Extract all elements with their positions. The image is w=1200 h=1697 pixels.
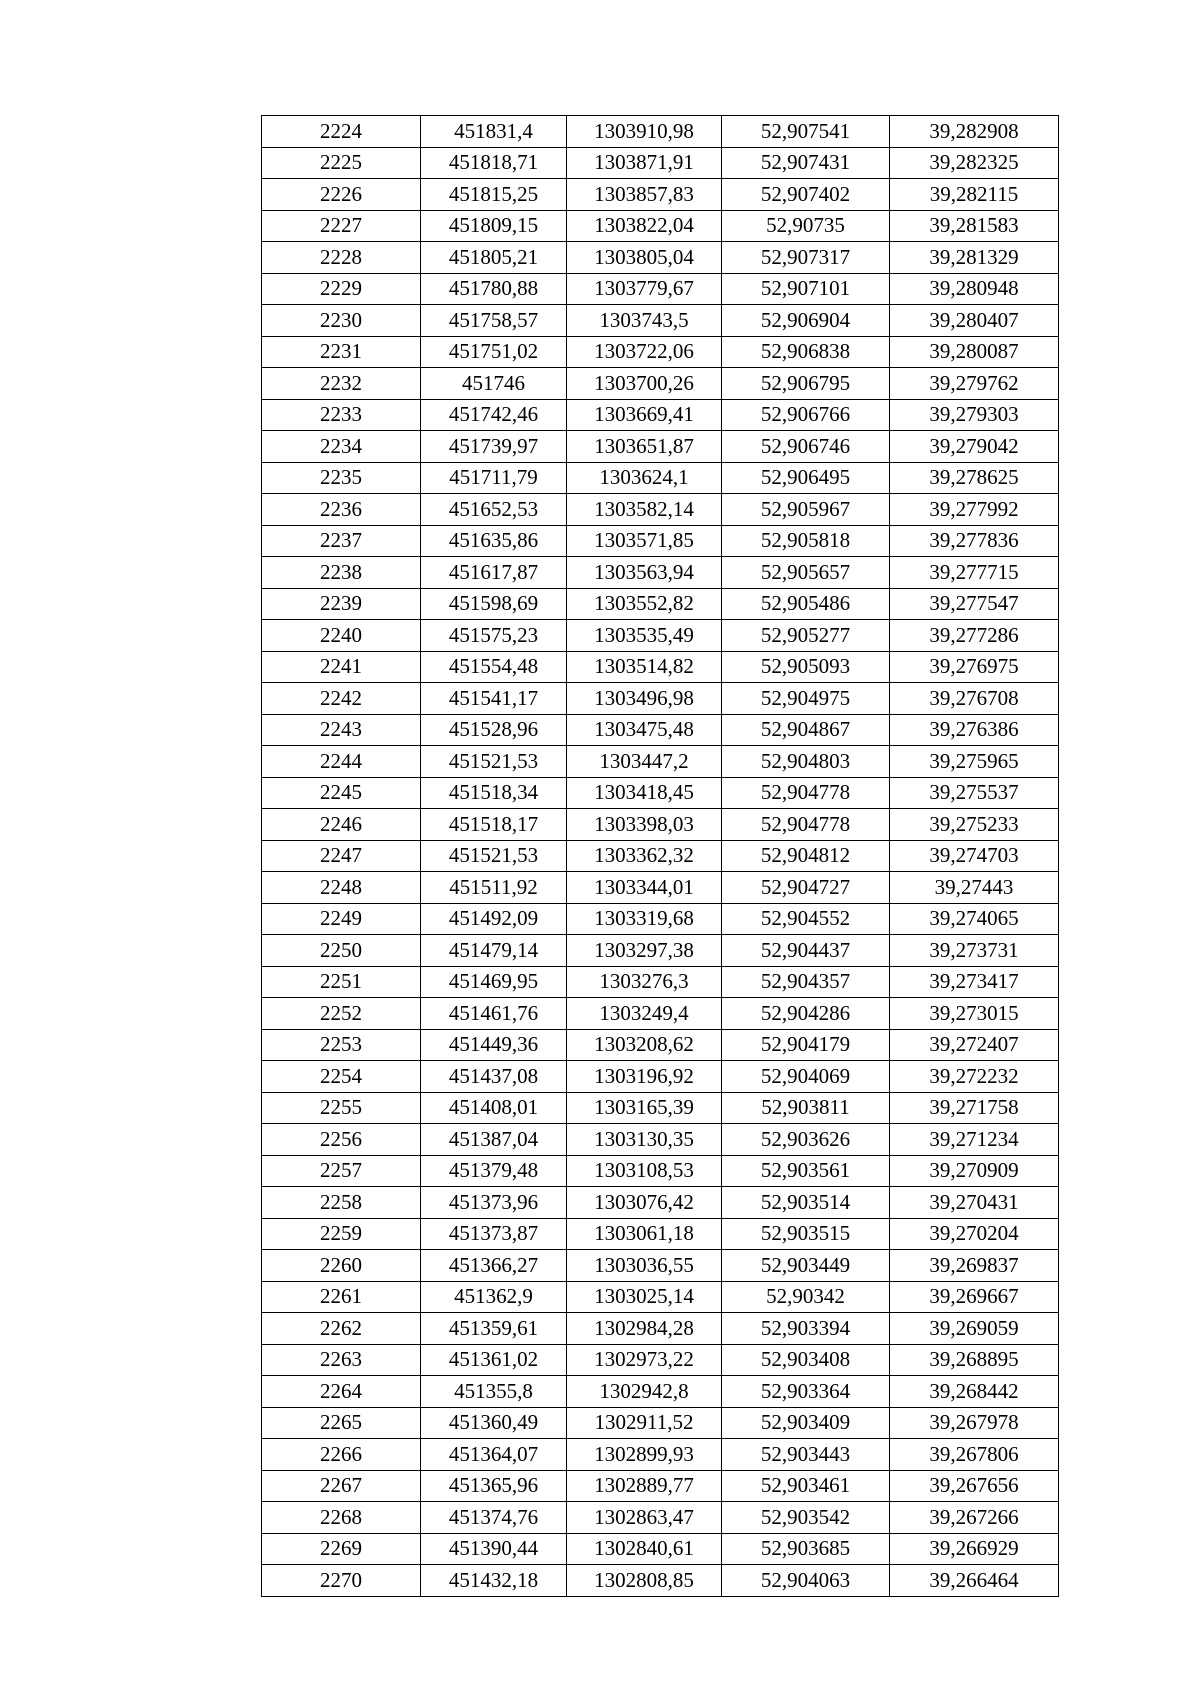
y-coordinate-cell: 1303857,83: [567, 179, 722, 211]
latitude-cell: 52,90735: [722, 210, 890, 242]
latitude-cell: 52,906495: [722, 462, 890, 494]
longitude-cell: 39,274703: [890, 840, 1059, 872]
y-coordinate-cell: 1303398,03: [567, 809, 722, 841]
table-row: [262, 651, 1059, 683]
point-number-cell: 2251: [262, 966, 421, 998]
y-coordinate-cell: 1303297,38: [567, 935, 722, 967]
x-coordinate-cell: 451359,61: [421, 1313, 567, 1345]
point-number-cell: 2267: [262, 1470, 421, 1502]
point-number-cell: 2265: [262, 1407, 421, 1439]
y-coordinate-cell: 1303196,92: [567, 1061, 722, 1093]
table-row: [262, 1250, 1059, 1282]
longitude-cell: 39,269837: [890, 1250, 1059, 1282]
table-row: [262, 273, 1059, 305]
point-number-cell: 2252: [262, 998, 421, 1030]
latitude-cell: 52,903561: [722, 1155, 890, 1187]
y-coordinate-cell: 1302863,47: [567, 1502, 722, 1534]
point-number-cell: 2258: [262, 1187, 421, 1219]
y-coordinate-cell: 1303779,67: [567, 273, 722, 305]
latitude-cell: 52,904975: [722, 683, 890, 715]
table-row: [262, 1470, 1059, 1502]
longitude-cell: 39,271758: [890, 1092, 1059, 1124]
point-number-cell: 2241: [262, 651, 421, 683]
longitude-cell: 39,277547: [890, 588, 1059, 620]
table-row: [262, 840, 1059, 872]
longitude-cell: 39,277836: [890, 525, 1059, 557]
point-number-cell: 2261: [262, 1281, 421, 1313]
y-coordinate-cell: 1303418,45: [567, 777, 722, 809]
table-row: [262, 872, 1059, 904]
point-number-cell: 2240: [262, 620, 421, 652]
y-coordinate-cell: 1302889,77: [567, 1470, 722, 1502]
table-row: [262, 336, 1059, 368]
longitude-cell: 39,272232: [890, 1061, 1059, 1093]
longitude-cell: 39,275965: [890, 746, 1059, 778]
latitude-cell: 52,903443: [722, 1439, 890, 1471]
longitude-cell: 39,282908: [890, 116, 1059, 148]
y-coordinate-cell: 1303036,55: [567, 1250, 722, 1282]
table-row: [262, 1344, 1059, 1376]
x-coordinate-cell: 451746: [421, 368, 567, 400]
x-coordinate-cell: 451511,92: [421, 872, 567, 904]
table-row: [262, 210, 1059, 242]
y-coordinate-cell: 1303362,32: [567, 840, 722, 872]
longitude-cell: 39,273731: [890, 935, 1059, 967]
table-row: [262, 966, 1059, 998]
latitude-cell: 52,904357: [722, 966, 890, 998]
table-row: [262, 525, 1059, 557]
point-number-cell: 2253: [262, 1029, 421, 1061]
latitude-cell: 52,904069: [722, 1061, 890, 1093]
point-number-cell: 2231: [262, 336, 421, 368]
x-coordinate-cell: 451373,87: [421, 1218, 567, 1250]
point-number-cell: 2238: [262, 557, 421, 589]
longitude-cell: 39,270909: [890, 1155, 1059, 1187]
table-row: [262, 1407, 1059, 1439]
point-number-cell: 2237: [262, 525, 421, 557]
point-number-cell: 2224: [262, 116, 421, 148]
latitude-cell: 52,906838: [722, 336, 890, 368]
y-coordinate-cell: 1303571,85: [567, 525, 722, 557]
table-row: [262, 1155, 1059, 1187]
longitude-cell: 39,278625: [890, 462, 1059, 494]
table-row: [262, 1029, 1059, 1061]
point-number-cell: 2244: [262, 746, 421, 778]
latitude-cell: 52,904286: [722, 998, 890, 1030]
y-coordinate-cell: 1303822,04: [567, 210, 722, 242]
point-number-cell: 2247: [262, 840, 421, 872]
longitude-cell: 39,282325: [890, 147, 1059, 179]
latitude-cell: 52,904812: [722, 840, 890, 872]
x-coordinate-cell: 451518,17: [421, 809, 567, 841]
x-coordinate-cell: 451739,97: [421, 431, 567, 463]
x-coordinate-cell: 451598,69: [421, 588, 567, 620]
y-coordinate-cell: 1303496,98: [567, 683, 722, 715]
latitude-cell: 52,903364: [722, 1376, 890, 1408]
y-coordinate-cell: 1302899,93: [567, 1439, 722, 1471]
point-number-cell: 2256: [262, 1124, 421, 1156]
y-coordinate-cell: 1303582,14: [567, 494, 722, 526]
y-coordinate-cell: 1303319,68: [567, 903, 722, 935]
point-number-cell: 2263: [262, 1344, 421, 1376]
y-coordinate-cell: 1303475,48: [567, 714, 722, 746]
table-row: [262, 746, 1059, 778]
x-coordinate-cell: 451528,96: [421, 714, 567, 746]
y-coordinate-cell: 1303025,14: [567, 1281, 722, 1313]
x-coordinate-cell: 451360,49: [421, 1407, 567, 1439]
table-row: [262, 305, 1059, 337]
table-row: [262, 1565, 1059, 1597]
longitude-cell: 39,277715: [890, 557, 1059, 589]
point-number-cell: 2245: [262, 777, 421, 809]
table-row: [262, 620, 1059, 652]
longitude-cell: 39,280407: [890, 305, 1059, 337]
point-number-cell: 2255: [262, 1092, 421, 1124]
point-number-cell: 2257: [262, 1155, 421, 1187]
table-row: [262, 1533, 1059, 1565]
latitude-cell: 52,903811: [722, 1092, 890, 1124]
latitude-cell: 52,904778: [722, 809, 890, 841]
latitude-cell: 52,907402: [722, 179, 890, 211]
point-number-cell: 2226: [262, 179, 421, 211]
y-coordinate-cell: 1302911,52: [567, 1407, 722, 1439]
point-number-cell: 2234: [262, 431, 421, 463]
latitude-cell: 52,903685: [722, 1533, 890, 1565]
point-number-cell: 2254: [262, 1061, 421, 1093]
x-coordinate-cell: 451751,02: [421, 336, 567, 368]
longitude-cell: 39,271234: [890, 1124, 1059, 1156]
x-coordinate-cell: 451432,18: [421, 1565, 567, 1597]
longitude-cell: 39,280087: [890, 336, 1059, 368]
point-number-cell: 2235: [262, 462, 421, 494]
table-row: [262, 683, 1059, 715]
latitude-cell: 52,905818: [722, 525, 890, 557]
longitude-cell: 39,273417: [890, 966, 1059, 998]
longitude-cell: 39,267656: [890, 1470, 1059, 1502]
point-number-cell: 2233: [262, 399, 421, 431]
longitude-cell: 39,279762: [890, 368, 1059, 400]
table-row: [262, 557, 1059, 589]
latitude-cell: 52,904552: [722, 903, 890, 935]
longitude-cell: 39,279303: [890, 399, 1059, 431]
point-number-cell: 2266: [262, 1439, 421, 1471]
longitude-cell: 39,281329: [890, 242, 1059, 274]
x-coordinate-cell: 451541,17: [421, 683, 567, 715]
longitude-cell: 39,275233: [890, 809, 1059, 841]
y-coordinate-cell: 1303722,06: [567, 336, 722, 368]
longitude-cell: 39,279042: [890, 431, 1059, 463]
x-coordinate-cell: 451366,27: [421, 1250, 567, 1282]
table-row: [262, 1313, 1059, 1345]
y-coordinate-cell: 1303514,82: [567, 651, 722, 683]
x-coordinate-cell: 451780,88: [421, 273, 567, 305]
x-coordinate-cell: 451711,79: [421, 462, 567, 494]
latitude-cell: 52,904778: [722, 777, 890, 809]
y-coordinate-cell: 1303871,91: [567, 147, 722, 179]
longitude-cell: 39,277286: [890, 620, 1059, 652]
longitude-cell: 39,275537: [890, 777, 1059, 809]
x-coordinate-cell: 451479,14: [421, 935, 567, 967]
y-coordinate-cell: 1302942,8: [567, 1376, 722, 1408]
latitude-cell: 52,903542: [722, 1502, 890, 1534]
y-coordinate-cell: 1303535,49: [567, 620, 722, 652]
point-number-cell: 2259: [262, 1218, 421, 1250]
y-coordinate-cell: 1302808,85: [567, 1565, 722, 1597]
x-coordinate-cell: 451374,76: [421, 1502, 567, 1534]
point-number-cell: 2243: [262, 714, 421, 746]
latitude-cell: 52,904063: [722, 1565, 890, 1597]
y-coordinate-cell: 1303276,3: [567, 966, 722, 998]
x-coordinate-cell: 451355,8: [421, 1376, 567, 1408]
y-coordinate-cell: 1303447,2: [567, 746, 722, 778]
y-coordinate-cell: 1303108,53: [567, 1155, 722, 1187]
latitude-cell: 52,904727: [722, 872, 890, 904]
y-coordinate-cell: 1303130,35: [567, 1124, 722, 1156]
latitude-cell: 52,903515: [722, 1218, 890, 1250]
latitude-cell: 52,90342: [722, 1281, 890, 1313]
table-row: [262, 998, 1059, 1030]
point-number-cell: 2260: [262, 1250, 421, 1282]
table-row: [262, 1187, 1059, 1219]
x-coordinate-cell: 451805,21: [421, 242, 567, 274]
latitude-cell: 52,907317: [722, 242, 890, 274]
longitude-cell: 39,281583: [890, 210, 1059, 242]
latitude-cell: 52,905967: [722, 494, 890, 526]
latitude-cell: 52,903408: [722, 1344, 890, 1376]
x-coordinate-cell: 451652,53: [421, 494, 567, 526]
x-coordinate-cell: 451554,48: [421, 651, 567, 683]
longitude-cell: 39,276975: [890, 651, 1059, 683]
point-number-cell: 2262: [262, 1313, 421, 1345]
table-row: [262, 494, 1059, 526]
latitude-cell: 52,903409: [722, 1407, 890, 1439]
coordinates-table-body: [262, 116, 1059, 1597]
x-coordinate-cell: 451815,25: [421, 179, 567, 211]
point-number-cell: 2248: [262, 872, 421, 904]
longitude-cell: 39,280948: [890, 273, 1059, 305]
y-coordinate-cell: 1303669,41: [567, 399, 722, 431]
x-coordinate-cell: 451364,07: [421, 1439, 567, 1471]
point-number-cell: 2242: [262, 683, 421, 715]
latitude-cell: 52,906904: [722, 305, 890, 337]
latitude-cell: 52,906766: [722, 399, 890, 431]
x-coordinate-cell: 451379,48: [421, 1155, 567, 1187]
latitude-cell: 52,905657: [722, 557, 890, 589]
latitude-cell: 52,907431: [722, 147, 890, 179]
point-number-cell: 2229: [262, 273, 421, 305]
y-coordinate-cell: 1302984,28: [567, 1313, 722, 1345]
latitude-cell: 52,903394: [722, 1313, 890, 1345]
y-coordinate-cell: 1302973,22: [567, 1344, 722, 1376]
x-coordinate-cell: 451365,96: [421, 1470, 567, 1502]
table-row: [262, 1439, 1059, 1471]
longitude-cell: 39,268895: [890, 1344, 1059, 1376]
latitude-cell: 52,904867: [722, 714, 890, 746]
table-row: [262, 1218, 1059, 1250]
y-coordinate-cell: 1303208,62: [567, 1029, 722, 1061]
table-row: [262, 1376, 1059, 1408]
table-row: [262, 903, 1059, 935]
x-coordinate-cell: 451617,87: [421, 557, 567, 589]
latitude-cell: 52,905093: [722, 651, 890, 683]
point-number-cell: 2246: [262, 809, 421, 841]
latitude-cell: 52,905277: [722, 620, 890, 652]
y-coordinate-cell: 1303805,04: [567, 242, 722, 274]
longitude-cell: 39,266929: [890, 1533, 1059, 1565]
longitude-cell: 39,282115: [890, 179, 1059, 211]
latitude-cell: 52,906795: [722, 368, 890, 400]
y-coordinate-cell: 1303249,4: [567, 998, 722, 1030]
longitude-cell: 39,276386: [890, 714, 1059, 746]
y-coordinate-cell: 1303624,1: [567, 462, 722, 494]
latitude-cell: 52,903449: [722, 1250, 890, 1282]
longitude-cell: 39,276708: [890, 683, 1059, 715]
longitude-cell: 39,270431: [890, 1187, 1059, 1219]
x-coordinate-cell: 451575,23: [421, 620, 567, 652]
table-row: [262, 1124, 1059, 1156]
longitude-cell: 39,272407: [890, 1029, 1059, 1061]
table-row: [262, 809, 1059, 841]
latitude-cell: 52,904803: [722, 746, 890, 778]
latitude-cell: 52,903514: [722, 1187, 890, 1219]
x-coordinate-cell: 451831,4: [421, 116, 567, 148]
point-number-cell: 2249: [262, 903, 421, 935]
longitude-cell: 39,27443: [890, 872, 1059, 904]
table-row: [262, 399, 1059, 431]
x-coordinate-cell: 451521,53: [421, 840, 567, 872]
y-coordinate-cell: 1303700,26: [567, 368, 722, 400]
point-number-cell: 2239: [262, 588, 421, 620]
point-number-cell: 2230: [262, 305, 421, 337]
table-row: [262, 777, 1059, 809]
longitude-cell: 39,277992: [890, 494, 1059, 526]
longitude-cell: 39,268442: [890, 1376, 1059, 1408]
x-coordinate-cell: 451461,76: [421, 998, 567, 1030]
x-coordinate-cell: 451437,08: [421, 1061, 567, 1093]
table-row: [262, 368, 1059, 400]
y-coordinate-cell: 1303552,82: [567, 588, 722, 620]
latitude-cell: 52,907101: [722, 273, 890, 305]
x-coordinate-cell: 451742,46: [421, 399, 567, 431]
x-coordinate-cell: 451408,01: [421, 1092, 567, 1124]
point-number-cell: 2225: [262, 147, 421, 179]
point-number-cell: 2236: [262, 494, 421, 526]
x-coordinate-cell: 451387,04: [421, 1124, 567, 1156]
x-coordinate-cell: 451373,96: [421, 1187, 567, 1219]
longitude-cell: 39,267266: [890, 1502, 1059, 1534]
latitude-cell: 52,904437: [722, 935, 890, 967]
point-number-cell: 2268: [262, 1502, 421, 1534]
x-coordinate-cell: 451390,44: [421, 1533, 567, 1565]
longitude-cell: 39,267978: [890, 1407, 1059, 1439]
longitude-cell: 39,273015: [890, 998, 1059, 1030]
x-coordinate-cell: 451758,57: [421, 305, 567, 337]
point-number-cell: 2264: [262, 1376, 421, 1408]
y-coordinate-cell: 1303910,98: [567, 116, 722, 148]
longitude-cell: 39,267806: [890, 1439, 1059, 1471]
y-coordinate-cell: 1303651,87: [567, 431, 722, 463]
x-coordinate-cell: 451492,09: [421, 903, 567, 935]
table-row: [262, 935, 1059, 967]
x-coordinate-cell: 451469,95: [421, 966, 567, 998]
latitude-cell: 52,903461: [722, 1470, 890, 1502]
x-coordinate-cell: 451818,71: [421, 147, 567, 179]
x-coordinate-cell: 451809,15: [421, 210, 567, 242]
longitude-cell: 39,270204: [890, 1218, 1059, 1250]
x-coordinate-cell: 451635,86: [421, 525, 567, 557]
x-coordinate-cell: 451518,34: [421, 777, 567, 809]
coordinates-table: [261, 115, 1059, 1597]
y-coordinate-cell: 1303061,18: [567, 1218, 722, 1250]
table-row: [262, 462, 1059, 494]
table-row: [262, 179, 1059, 211]
table-row: [262, 1502, 1059, 1534]
longitude-cell: 39,266464: [890, 1565, 1059, 1597]
latitude-cell: 52,905486: [722, 588, 890, 620]
y-coordinate-cell: 1303743,5: [567, 305, 722, 337]
point-number-cell: 2228: [262, 242, 421, 274]
point-number-cell: 2269: [262, 1533, 421, 1565]
y-coordinate-cell: 1303563,94: [567, 557, 722, 589]
point-number-cell: 2250: [262, 935, 421, 967]
latitude-cell: 52,904179: [722, 1029, 890, 1061]
table-row: [262, 431, 1059, 463]
table-row: [262, 147, 1059, 179]
table-row: [262, 116, 1059, 148]
table-row: [262, 1281, 1059, 1313]
y-coordinate-cell: 1303344,01: [567, 872, 722, 904]
x-coordinate-cell: 451362,9: [421, 1281, 567, 1313]
x-coordinate-cell: 451361,02: [421, 1344, 567, 1376]
point-number-cell: 2270: [262, 1565, 421, 1597]
table-row: [262, 242, 1059, 274]
table-row: [262, 1061, 1059, 1093]
longitude-cell: 39,274065: [890, 903, 1059, 935]
point-number-cell: 2227: [262, 210, 421, 242]
x-coordinate-cell: 451521,53: [421, 746, 567, 778]
longitude-cell: 39,269059: [890, 1313, 1059, 1345]
latitude-cell: 52,903626: [722, 1124, 890, 1156]
table-row: [262, 714, 1059, 746]
y-coordinate-cell: 1303165,39: [567, 1092, 722, 1124]
latitude-cell: 52,907541: [722, 116, 890, 148]
point-number-cell: 2232: [262, 368, 421, 400]
latitude-cell: 52,906746: [722, 431, 890, 463]
table-row: [262, 1092, 1059, 1124]
y-coordinate-cell: 1303076,42: [567, 1187, 722, 1219]
y-coordinate-cell: 1302840,61: [567, 1533, 722, 1565]
table-row: [262, 588, 1059, 620]
longitude-cell: 39,269667: [890, 1281, 1059, 1313]
x-coordinate-cell: 451449,36: [421, 1029, 567, 1061]
